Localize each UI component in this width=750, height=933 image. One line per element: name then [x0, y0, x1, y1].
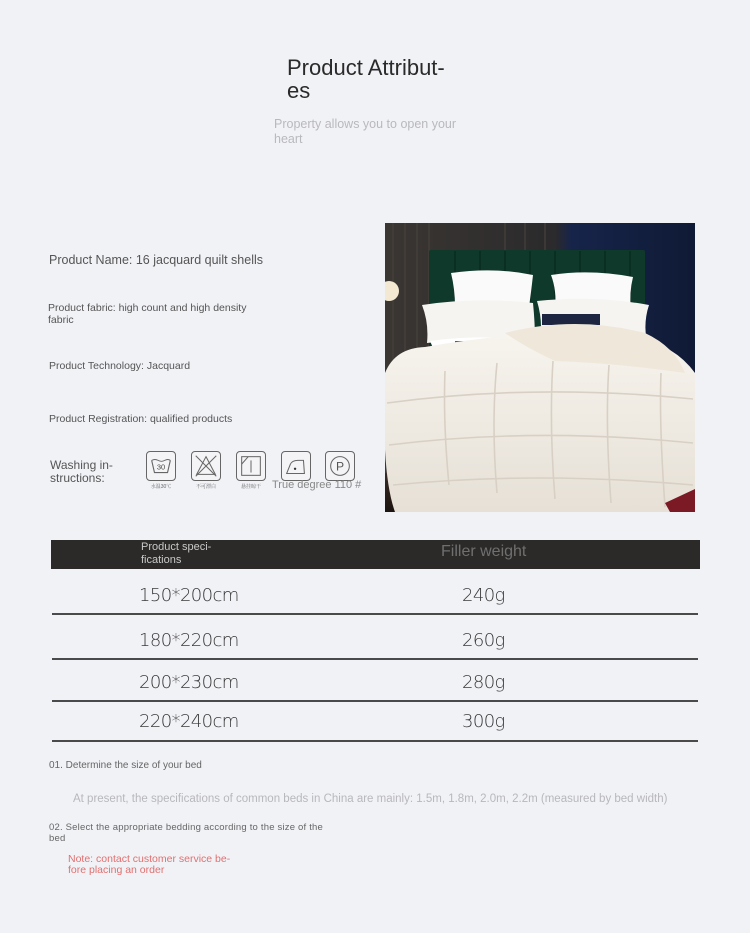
wash-icon-group-3: [236, 451, 268, 490]
table-cell-size: 220*240cm: [139, 711, 239, 732]
wash-icon-caption: 悬挂晾干: [240, 484, 261, 490]
table-cell-weight: 240g: [462, 585, 505, 606]
svg-text:P: P: [335, 459, 345, 474]
no-bleach-icon: [191, 451, 221, 481]
table-cell-weight: 260g: [462, 630, 505, 651]
table-cell-size: 150*200cm: [139, 585, 239, 606]
bed-duvet-image: [385, 223, 695, 512]
attr-product-fabric: Product fabric: high count and high density fabric: [48, 302, 247, 326]
wash-icon-group-1: [146, 451, 178, 490]
wash-icon-group-2: [191, 451, 223, 490]
column-header-weight: Filler weight: [441, 543, 527, 560]
attr-product-technology: Product Technology: Jacquard: [49, 360, 191, 372]
table-cell-size: 180*220cm: [139, 630, 239, 651]
wash-30-icon: [146, 451, 176, 481]
row-divider: [52, 613, 698, 615]
step2-warning: Note: contact customer service be- fore placing an order: [68, 853, 231, 876]
step1-title: 01. Determine the size of your bed: [49, 760, 202, 771]
dry-clean-p-icon: [325, 451, 355, 481]
washing-instructions-label: Washing in- structions:: [50, 458, 113, 485]
column-header-spec: Product speci- fications: [141, 541, 212, 566]
product-photo: [385, 223, 695, 512]
wash-icon-group-5: [325, 451, 355, 481]
page-title: [287, 56, 477, 102]
page-title-line1: Product Attribut-: [287, 55, 445, 80]
iron-low-icon: [281, 451, 311, 481]
table-cell-weight: 300g: [462, 711, 505, 732]
attr-product-name: Product Name: 16 jacquard quilt shells: [49, 253, 264, 267]
wash-icon-group-4: [281, 451, 311, 481]
wash-icon-caption: 不可漂白: [195, 484, 216, 490]
table-cell-weight: 280g: [462, 672, 505, 693]
hang-dry-icon: [236, 451, 266, 481]
svg-text:30: 30: [156, 462, 166, 472]
true-degree-label: True degree 110 #: [272, 479, 362, 491]
page-title-line2: es: [287, 78, 311, 103]
wash-icon-caption: 水温30℃: [150, 484, 172, 490]
row-divider: [52, 740, 698, 742]
row-divider: [52, 658, 698, 660]
attr-product-registration: Product Registration: qualified products: [49, 413, 233, 425]
step2-title: 02. Select the appropriate bedding according to the size of the bed: [49, 822, 324, 844]
table-cell-size: 200*230cm: [139, 672, 239, 693]
step1-description: At present, the specifications of common beds in China are mainly: 1.5m, 1.8m, 2.0m, 2.2m (measured by bed width): [73, 793, 668, 805]
page-subtitle: Property allows you to open your heart: [274, 117, 457, 146]
row-divider: [52, 700, 698, 702]
